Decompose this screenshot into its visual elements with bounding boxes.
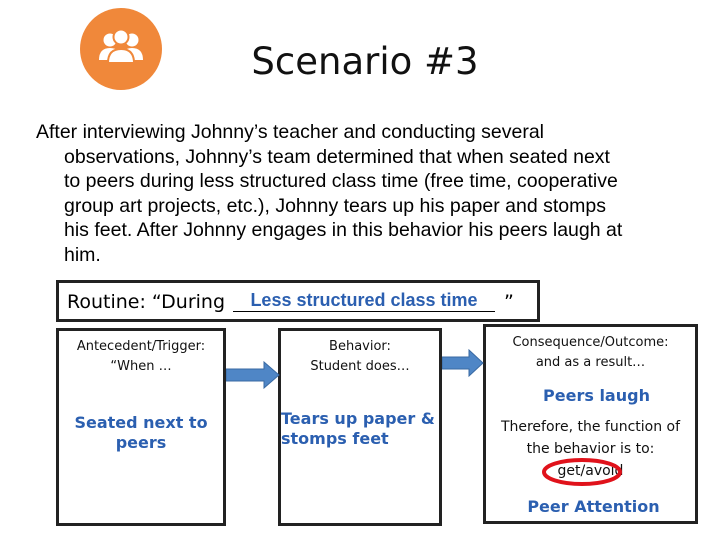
page-title: Scenario #3 xyxy=(251,40,479,83)
scenario-line: group art projects, etc.), Johnny tears up his paper and stomps xyxy=(64,194,606,217)
consequence-heading-sub: and as a result… xyxy=(535,355,646,370)
highlight-circle xyxy=(538,455,626,489)
function-prompt: Therefore, the function of xyxy=(500,419,681,435)
routine-suffix: ” xyxy=(504,291,514,313)
behavior-answer: Tears up paper & xyxy=(281,409,435,428)
antecedent-answer-cont: peers xyxy=(115,433,167,452)
behavior-heading: Behavior: xyxy=(329,339,391,354)
arrow-right-icon xyxy=(442,349,484,377)
arrow-right-icon xyxy=(226,361,280,389)
scenario-line: observations, Johnny’s team determined that when seated next xyxy=(64,145,610,168)
function-options: get/avoid xyxy=(557,463,624,479)
scenario-line: to peers during less structured class time (free time, cooperative xyxy=(64,170,618,192)
consequence-heading: Consequence/Outcome: xyxy=(512,335,669,350)
routine-prefix: Routine: “During xyxy=(67,291,226,313)
scenario-line: his feet. After Johnny engages in this behavior his peers laugh at xyxy=(64,219,623,241)
behavior-heading-sub: Student does… xyxy=(310,359,410,374)
antecedent-box xyxy=(56,328,226,526)
antecedent-answer: Seated next to xyxy=(74,413,208,432)
function-prompt-cont: the behavior is to: xyxy=(526,441,655,457)
antecedent-heading: Antecedent/Trigger: xyxy=(76,339,206,354)
behavior-answer-cont: stomps feet xyxy=(281,429,389,448)
consequence-box xyxy=(483,324,698,524)
routine-box xyxy=(56,280,540,322)
function-answer: Peer Attention xyxy=(527,497,660,516)
antecedent-heading-sub: “When … xyxy=(110,359,172,374)
routine-answer: Less structured class time xyxy=(233,290,495,312)
scenario-line: After interviewing Johnny’s teacher and conducting several xyxy=(36,121,545,143)
consequence-answer: Peers laugh xyxy=(543,386,650,405)
scenario-paragraph xyxy=(36,120,706,267)
scenario-line: him. xyxy=(64,243,101,266)
behavior-box xyxy=(278,328,442,526)
